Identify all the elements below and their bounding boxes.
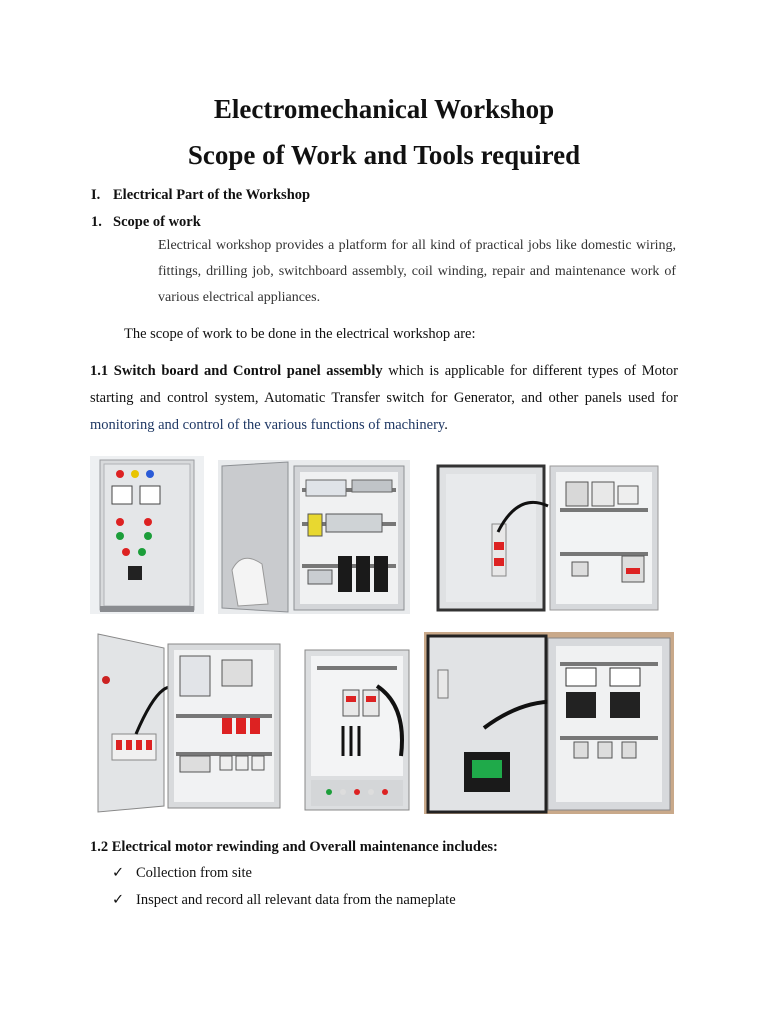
item-1-1-number: 1.1 bbox=[90, 363, 109, 379]
panel-photo-1 bbox=[90, 456, 204, 614]
panel-photo-3 bbox=[436, 462, 660, 612]
panel-photo-2 bbox=[218, 460, 410, 614]
item-1-2-heading: 1.2 Electrical motor rewinding and Overall maintenance includes: bbox=[90, 839, 498, 855]
check-mark-icon: ✓ bbox=[112, 865, 125, 881]
panel-photo-6 bbox=[424, 632, 674, 814]
panel-photo-4 bbox=[96, 630, 282, 814]
item-1-1-text: which is applicable for different types of Motor starting and control system, Automatic Transfer switch for Generator, and other panels used for bbox=[90, 363, 679, 406]
check-item-1 bbox=[112, 863, 252, 883]
scope-of-work-paragraph: Electrical workshop provides a platform for all kind of practical jobs like domestic wiring, fittings, drilling job, switchboard assembly, coil winding, repair and maintenance work of various electrical appliances. bbox=[158, 238, 676, 305]
document-title-line1: Electromechanical Workshop bbox=[213, 94, 555, 124]
document-title-line2: Scope of Work and Tools required bbox=[187, 140, 581, 170]
item-1-1-paragraph bbox=[90, 358, 678, 439]
item-1-1-blue-text: monitoring and control of the various functions of machinery bbox=[90, 417, 445, 433]
section-i-heading: Electrical Part of the Workshop bbox=[113, 187, 311, 203]
item-1-1-end: . bbox=[444, 417, 448, 433]
panel-photo-5 bbox=[303, 646, 411, 814]
item-1-1-bold-text: Switch board and Control panel assembly bbox=[113, 363, 383, 379]
check-item-text: Inspect and record all relevant data from the nameplate bbox=[136, 892, 456, 908]
check-item-text: Collection from site bbox=[136, 865, 252, 881]
section-i-number: I. bbox=[91, 187, 101, 203]
check-item-2 bbox=[112, 890, 456, 910]
section-1-heading: Scope of work bbox=[113, 214, 201, 230]
section-1-number: 1. bbox=[91, 214, 102, 230]
check-mark-icon: ✓ bbox=[112, 892, 125, 908]
scope-intro-text: The scope of work to be done in the electrical workshop are: bbox=[124, 326, 476, 342]
